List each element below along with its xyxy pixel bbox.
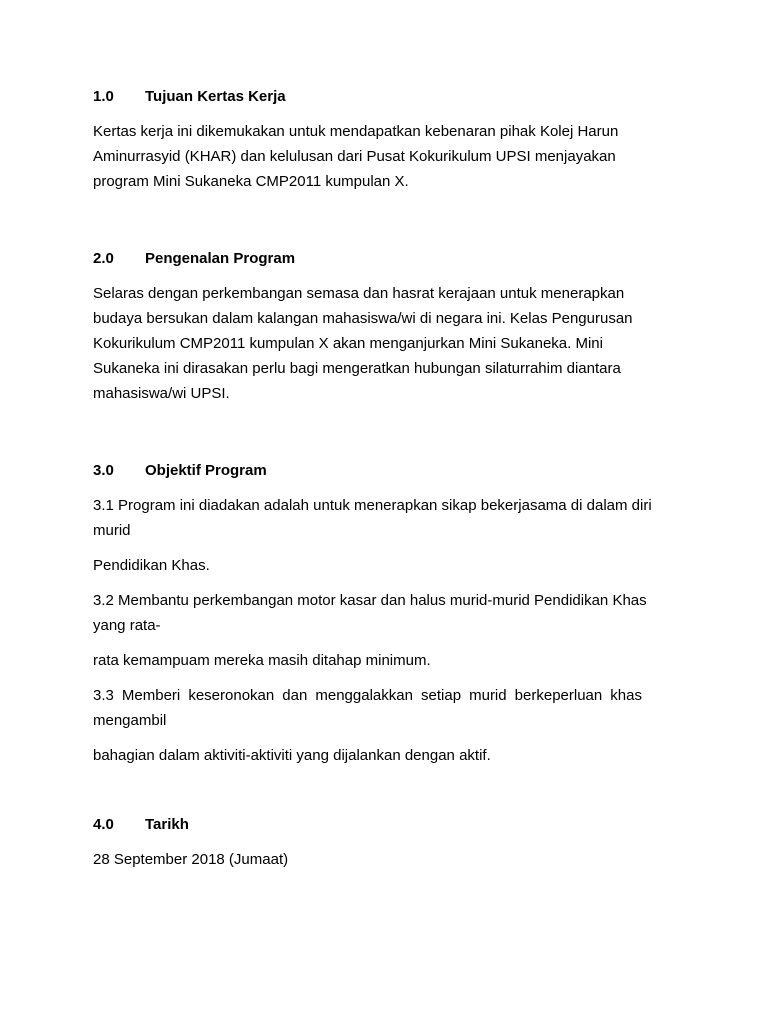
section-title: Tujuan Kertas Kerja xyxy=(145,88,286,105)
objective-3-2: 3.2 Membantu perkembangan motor kasar dan halus murid-murid Pendidikan Khas yang rata- xyxy=(93,592,647,634)
section-title: Pengenalan Program xyxy=(145,250,296,267)
section-number: 2.0 xyxy=(93,250,114,267)
objective-3-1-continuation: Pendidikan Khas. xyxy=(93,557,210,574)
section-heading-objektif xyxy=(93,460,670,482)
section-number: 4.0 xyxy=(93,816,114,833)
date-text: 28 September 2018 (Jumaat) xyxy=(93,851,289,868)
section-heading-tujuan xyxy=(93,86,670,108)
section-number: 1.0 xyxy=(93,88,114,105)
objective-3-3: 3.3 Memberi keseronokan dan menggalakkan setiap murid berkeperluan khas mengambil xyxy=(93,687,642,729)
section-number: 3.0 xyxy=(93,462,114,479)
section-title: Objektif Program xyxy=(145,462,267,479)
paragraph-pengenalan: Selaras dengan perkembangan semasa dan hasrat kerajaan untuk menerapkan budaya bersukan dalam kalangan mahasiswa/wi di negara ini. Kelas Pengurusan Kokurikulum CMP2011 kumpulan X akan menganjurkan Mini Sukaneka. Mini Sukaneka ini dirasakan perlu bagi mengeratkan hubungan silaturrahim diantara mahasiswa/wi UPSI. xyxy=(93,285,633,402)
objective-3-1: 3.1 Program ini diadakan adalah untuk menerapkan sikap bekerjasama di dalam diri murid xyxy=(93,497,652,539)
objective-3-3-continuation: bahagian dalam aktiviti-aktiviti yang dijalankan dengan aktif. xyxy=(93,747,491,764)
objective-3-2-continuation: rata kemampuam mereka masih ditahap minimum. xyxy=(93,652,431,669)
section-title: Tarikh xyxy=(145,816,189,833)
section-heading-pengenalan xyxy=(93,248,670,270)
paragraph-tujuan: Kertas kerja ini dikemukakan untuk mendapatkan kebenaran pihak Kolej Harun Aminurrasyid (KHAR) dan kelulusan dari Pusat Kokurikulum UPSI menjayakan program Mini Sukaneka CMP2011 kumpulan X. xyxy=(93,123,619,190)
section-heading-tarikh xyxy=(93,814,670,836)
